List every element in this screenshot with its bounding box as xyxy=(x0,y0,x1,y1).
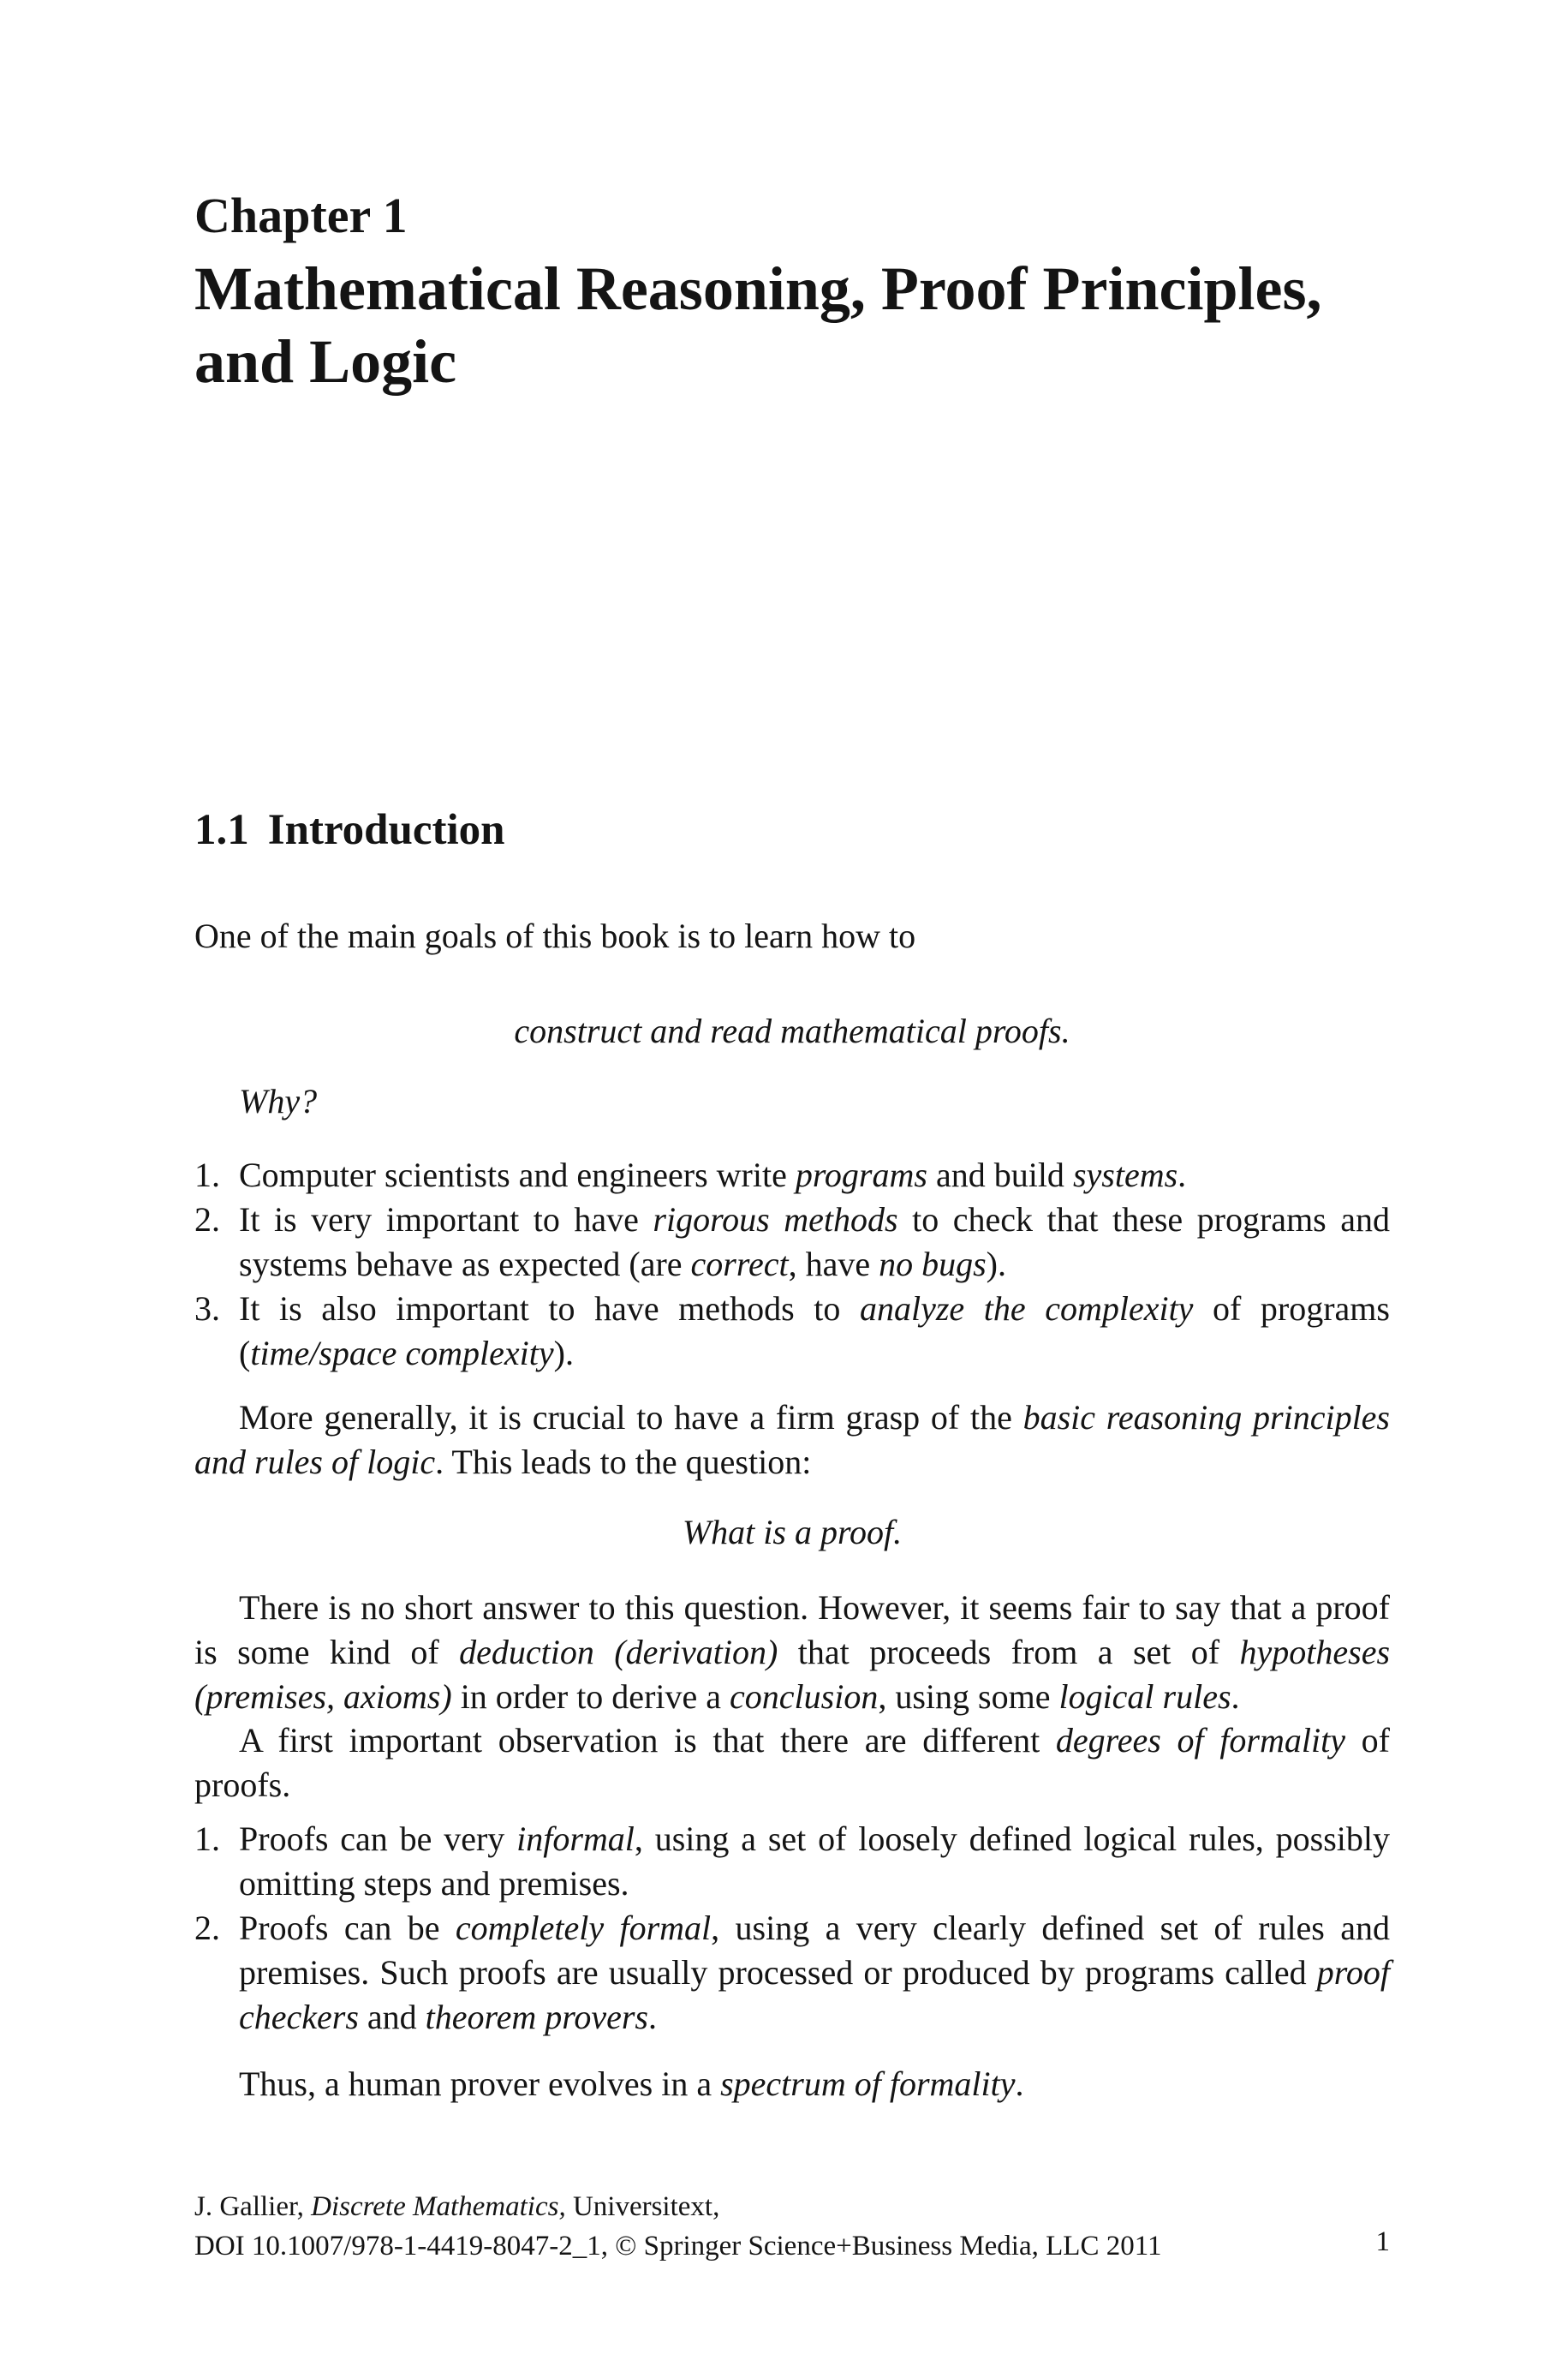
text-run: . xyxy=(1177,1156,1187,1194)
paragraph-general xyxy=(194,1395,1390,1485)
paragraph-short-answer xyxy=(194,1586,1390,1719)
emphasis-text: systems xyxy=(1072,1156,1178,1194)
text-run: J. Gallier, xyxy=(194,2191,312,2222)
text-run: , using a very clearly defined set of rules and premises. Such proofs are usually processed or produced by programs called xyxy=(239,1909,1391,1992)
text-run: More generally, it is crucial to have a firm grasp of the xyxy=(239,1398,1023,1437)
text-run: It is very important to have xyxy=(239,1200,653,1239)
text-run: There is no short answer to this question. However, it seems fair to say that a proof is some kind of xyxy=(194,1588,1390,1671)
text-run: It is also important to have methods to xyxy=(239,1289,860,1328)
emphasis-text: conclusion xyxy=(730,1677,879,1716)
emphasis-text: spectrum of formality xyxy=(720,2064,1016,2103)
text-run: A first important observation is that there are different xyxy=(239,1721,1056,1760)
emphasis-text: analyze the complexity xyxy=(859,1289,1194,1328)
text-run: ). xyxy=(986,1245,1006,1283)
emphasis-text: deduction (derivation) xyxy=(459,1633,778,1671)
list-item xyxy=(194,1906,1390,2040)
text-run: , using a set of loosely defined logical rules, possibly omitting steps and premises. xyxy=(239,1819,1390,1903)
display-statement-1: construct and read mathematical proofs. xyxy=(514,1012,1070,1050)
page-number: 1 xyxy=(1375,2226,1390,2257)
footer-citation xyxy=(194,2187,1161,2266)
list-item-number: 3. xyxy=(194,1289,220,1328)
why-question: Why? xyxy=(239,1082,318,1120)
list-item xyxy=(194,1153,1390,1198)
text-run: and build xyxy=(927,1156,1073,1194)
text-run: Computer scientists and engineers write xyxy=(239,1156,796,1194)
text-run: . xyxy=(1015,2064,1024,2103)
text-run: , using some xyxy=(878,1677,1059,1716)
list-item xyxy=(194,1817,1390,1906)
text-run: . This leads to the question: xyxy=(435,1443,812,1481)
text-run: Universitext, xyxy=(565,2191,720,2222)
emphasis-text: logical rules xyxy=(1058,1677,1231,1716)
footer-line-1 xyxy=(194,2187,1161,2226)
emphasis-text: theorem provers xyxy=(425,1998,648,2036)
text-run: Proofs can be xyxy=(239,1909,456,1947)
formality-list xyxy=(194,1817,1390,2040)
emphasis-text: correct xyxy=(690,1245,789,1283)
reasons-list xyxy=(194,1153,1390,1376)
text-run: . xyxy=(647,1998,657,2036)
emphasis-text: proof checkers xyxy=(239,1953,1390,2036)
list-item xyxy=(194,1198,1390,1287)
chapter-label: Chapter 1 xyxy=(194,188,408,243)
text-run: Thus, a human prover evolves in a xyxy=(239,2064,721,2103)
text-run: . xyxy=(1231,1677,1240,1716)
emphasis-text: informal xyxy=(516,1819,635,1858)
section-number: 1.1 xyxy=(194,806,249,854)
emphasis-text: degrees of formality xyxy=(1055,1721,1345,1760)
emphasis-text: no bugs xyxy=(879,1245,987,1283)
text-run: to check that these programs and systems behave as expected (are xyxy=(239,1200,1391,1283)
list-item-number: 2. xyxy=(194,1200,220,1239)
list-item-number: 1. xyxy=(194,1156,220,1194)
text-run: of programs ( xyxy=(239,1289,1390,1372)
paragraph-first-observation xyxy=(194,1718,1390,1807)
list-item xyxy=(194,1287,1390,1376)
intro-line: One of the main goals of this book is to learn how to xyxy=(194,917,916,955)
text-run: in order to derive a xyxy=(451,1677,730,1716)
text-run: of proofs. xyxy=(194,1721,1390,1804)
text-run: and xyxy=(358,1998,426,2036)
section-heading xyxy=(194,805,505,855)
paragraph-thus xyxy=(194,2062,1390,2106)
emphasis-text: rigorous methods xyxy=(653,1200,898,1239)
emphasis-text: Discrete Mathematics, xyxy=(311,2191,566,2222)
list-item-number: 1. xyxy=(194,1819,220,1858)
section-title: Introduction xyxy=(267,806,505,854)
emphasis-text: programs xyxy=(795,1156,927,1194)
text-run: that proceeds from a set of xyxy=(778,1633,1240,1671)
list-item-number: 2. xyxy=(194,1909,220,1947)
chapter-title: Mathematical Reasoning, Proof Principles, and Logic xyxy=(194,254,1322,396)
text-run: Proofs can be very xyxy=(239,1819,517,1858)
emphasis-text: basic reasoning principles and rules of logic xyxy=(194,1398,1390,1481)
emphasis-text: hypotheses (premises, axioms) xyxy=(194,1633,1391,1716)
text-run: , have xyxy=(788,1245,879,1283)
emphasis-text: completely formal xyxy=(455,1909,712,1947)
footer-line-2: DOI 10.1007/978-1-4419-8047-2_1, © Springer Science+Business Media, LLC 2011 xyxy=(194,2231,1162,2261)
text-run: ). xyxy=(553,1334,574,1372)
emphasis-text: time/space complexity xyxy=(250,1334,554,1372)
display-statement-2: What is a proof. xyxy=(682,1513,903,1551)
